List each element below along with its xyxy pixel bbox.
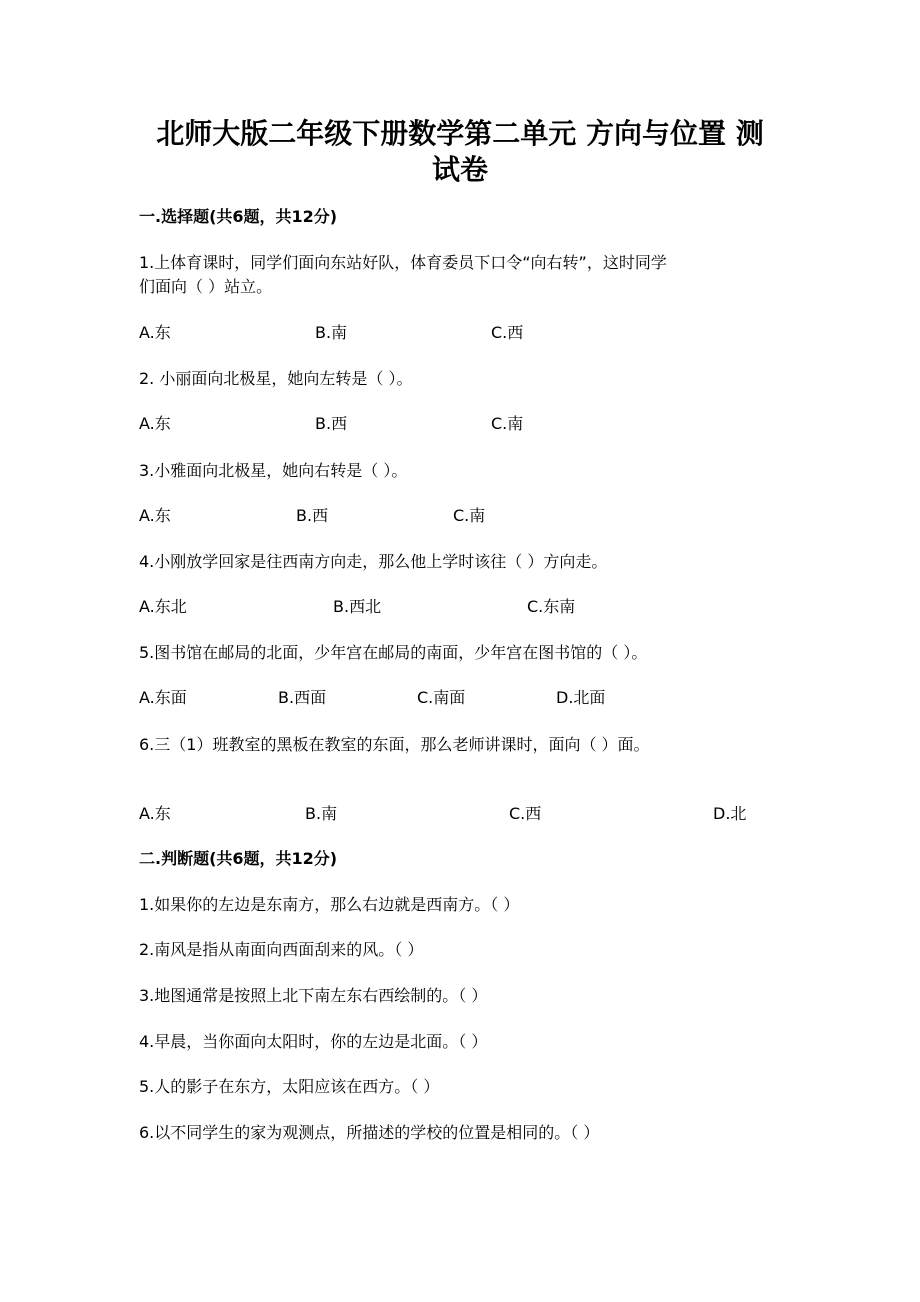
question-2-option-b: B.西 — [315, 414, 348, 433]
question-2-text: 2. 小丽面向北极星，她向左转是（ ）。 — [139, 369, 413, 388]
question-6-option-d: D.北 — [713, 804, 747, 823]
question-6-option-c: C.西 — [509, 804, 542, 823]
question-2-option-c: C.南 — [491, 414, 524, 433]
question-4-option-c: C.东南 — [527, 597, 576, 616]
question-6-text: 6.三（1）班教室的黑板在教室的东面，那么老师讲课时，面向（ ）面。 — [139, 735, 650, 754]
question-3-option-a: A.东 — [139, 506, 171, 525]
question-4-text: 4.小刚放学回家是往西南方向走，那么他上学时该往（ ）方向走。 — [139, 552, 608, 571]
question-4-option-b: B.西北 — [333, 597, 382, 616]
judgment-question-1: 1.如果你的左边是东南方，那么右边就是西南方。（ ） — [139, 895, 520, 914]
question-1-text-line-2: 们面向（ ）站立。 — [139, 277, 273, 296]
section-heading-choice: 一.选择题(共6题，共12分) — [139, 207, 338, 226]
question-5-option-c: C.南面 — [417, 688, 466, 707]
judgment-question-5: 5.人的影子在东方，太阳应该在西方。（ ） — [139, 1077, 440, 1096]
section-heading-true-false: 二.判断题(共6题，共12分) — [139, 849, 338, 868]
question-6-option-a: A.东 — [139, 804, 171, 823]
judgment-question-2: 2.南风是指从南面向西面刮来的风。（ ） — [139, 940, 424, 959]
judgment-question-4: 4.早晨，当你面向太阳时，你的左边是北面。（ ） — [139, 1032, 488, 1051]
question-1-option-c: C.西 — [491, 323, 524, 342]
question-5-text: 5.图书馆在邮局的北面，少年宫在邮局的南面，少年宫在图书馆的（ ）。 — [139, 643, 648, 662]
question-6-option-b: B.南 — [305, 804, 338, 823]
judgment-question-6: 6.以不同学生的家为观测点，所描述的学校的位置是相同的。（ ） — [139, 1123, 600, 1142]
question-1-option-b: B.南 — [315, 323, 348, 342]
question-3-option-c: C.南 — [453, 506, 486, 525]
question-5-option-b: B.西面 — [278, 688, 327, 707]
question-3-text: 3.小雅面向北极星，她向右转是（ ）。 — [139, 461, 408, 480]
question-5-option-a: A.东面 — [139, 688, 187, 707]
page-title-line-1: 北师大版二年级下册数学第二单元 方向与位置 测 — [156, 117, 764, 150]
page-title-line-2: 试卷 — [431, 153, 488, 186]
question-1-text-line-1: 1.上体育课时，同学们面向东站好队，体育委员下口令“向右转”，这时同学 — [139, 253, 667, 272]
question-2-option-a: A.东 — [139, 414, 171, 433]
question-1-option-a: A.东 — [139, 323, 171, 342]
question-3-option-b: B.西 — [296, 506, 329, 525]
judgment-question-3: 3.地图通常是按照上北下南左东右西绘制的。（ ） — [139, 986, 488, 1005]
question-5-option-d: D.北面 — [556, 688, 606, 707]
question-4-option-a: A.东北 — [139, 597, 187, 616]
